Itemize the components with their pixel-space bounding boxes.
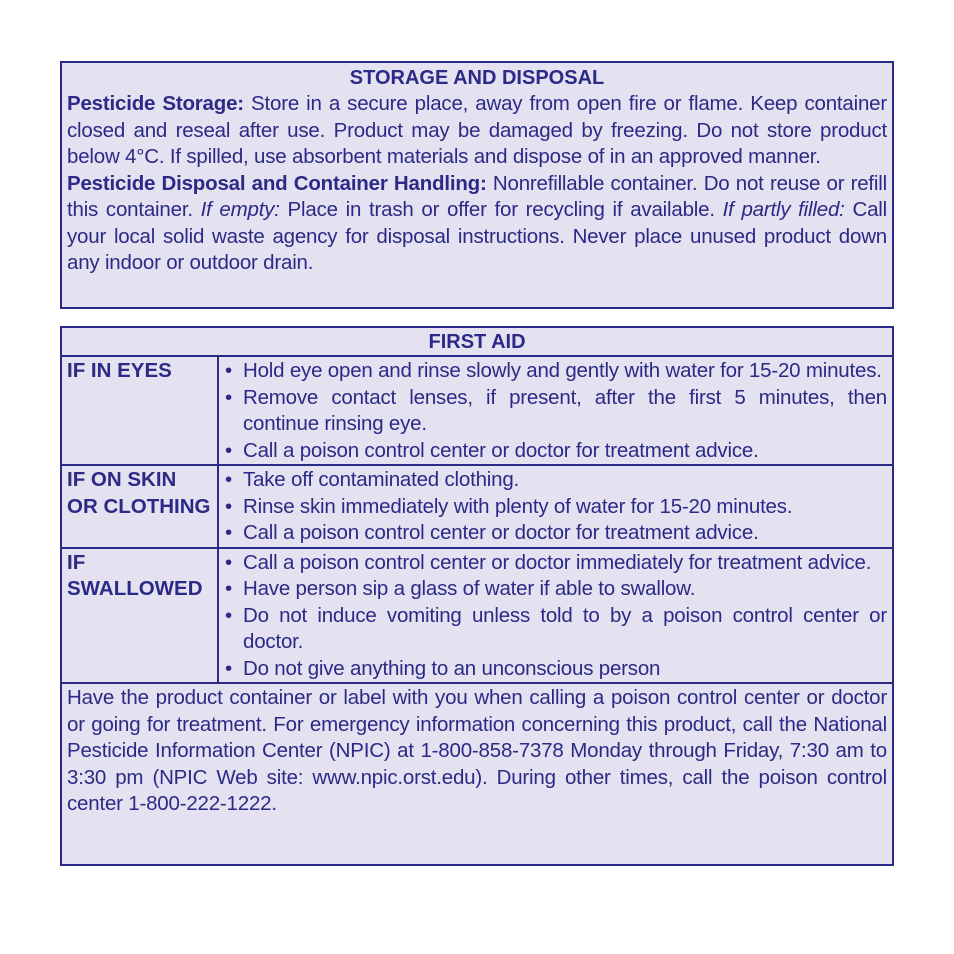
swallowed-item: • Do not induce vomiting unless told to by a poison control center or doctor. (223, 603, 887, 656)
skin-row (62, 465, 892, 548)
disposal-text-1: Nonrefillable container. Do not reuse or refill this container. (67, 171, 887, 221)
storage-title: STORAGE AND DISPOSAL (349, 67, 605, 89)
storage-text: Store in a secure place, away from open fire or flame. Keep container closed and reseal after use. Product may be damaged by freezing. Do not store product below 4°C. If spilled, use absorbent materials and dispose of in an approved manner. (67, 92, 887, 168)
eyes-item: • Remove contact lenses, if present, after the first 5 minutes, then continue rinsing eye. (223, 385, 887, 438)
disposal-label: Pesticide Disposal and Container Handling: (67, 171, 487, 195)
swallowed-list (223, 550, 887, 683)
swallowed-label-line-1: IF (67, 550, 86, 574)
disposal-paragraph (67, 171, 887, 277)
skin-label (62, 465, 218, 548)
disposal-text-3: Call your local solid waste agency for disposal instructions. Never place unused product down any indoor or outdoor drain. (67, 198, 887, 274)
swallowed-label-line-2: SWALLOWED (67, 577, 203, 600)
skin-list (223, 467, 887, 547)
first-aid-title: FIRST AID (62, 328, 892, 357)
skin-label-line-2: OR CLOTHING (67, 494, 211, 518)
swallowed-row (62, 548, 892, 684)
first-aid-table (62, 357, 892, 684)
storage-disposal-panel (60, 61, 894, 309)
swallowed-item: • Do not give anything to an unconscious person (223, 656, 887, 683)
swallowed-label (62, 548, 218, 684)
skin-item: • Take off contaminated clothing. (223, 467, 887, 494)
eyes-list (223, 358, 887, 464)
eyes-row (62, 357, 892, 465)
storage-label: Pesticide Storage: (67, 92, 244, 115)
first-aid-panel (60, 326, 894, 866)
storage-paragraph (67, 91, 887, 171)
eyes-item: • Hold eye open and rinse slowly and gently with water for 15-20 minutes. (223, 358, 887, 385)
if-empty-label: If empty: (200, 198, 280, 221)
swallowed-item: • Have person sip a glass of water if able to swallow. (223, 576, 887, 603)
skin-label-line-1: IF ON SKIN (67, 468, 177, 491)
disposal-text-2: Place in trash or offer for recycling if available. (279, 198, 723, 221)
if-partly-filled-label: If partly filled: (722, 198, 845, 221)
skin-item: • Call a poison control center or doctor for treatment advice. (223, 520, 887, 547)
first-aid-footer: Have the product container or label with you when calling a poison control center or doctor or going for treatment. For emergency information concerning this product, call the National Pesticide Information Center (NPIC) at 1-800-858-7378 Monday through Friday, 7:30 am to 3:30 pm (NPIC Web site: www.npic.orst.edu). During other times, call the poison control center 1-800-222-1222. (67, 686, 887, 815)
eyes-item: • Call a poison control center or doctor for treatment advice. (223, 438, 887, 465)
skin-item: • Rinse skin immediately with plenty of water for 15-20 minutes. (223, 494, 887, 521)
swallowed-item: • Call a poison control center or doctor immediately for treatment advice. (223, 550, 887, 577)
eyes-label: IF IN EYES (62, 357, 218, 465)
